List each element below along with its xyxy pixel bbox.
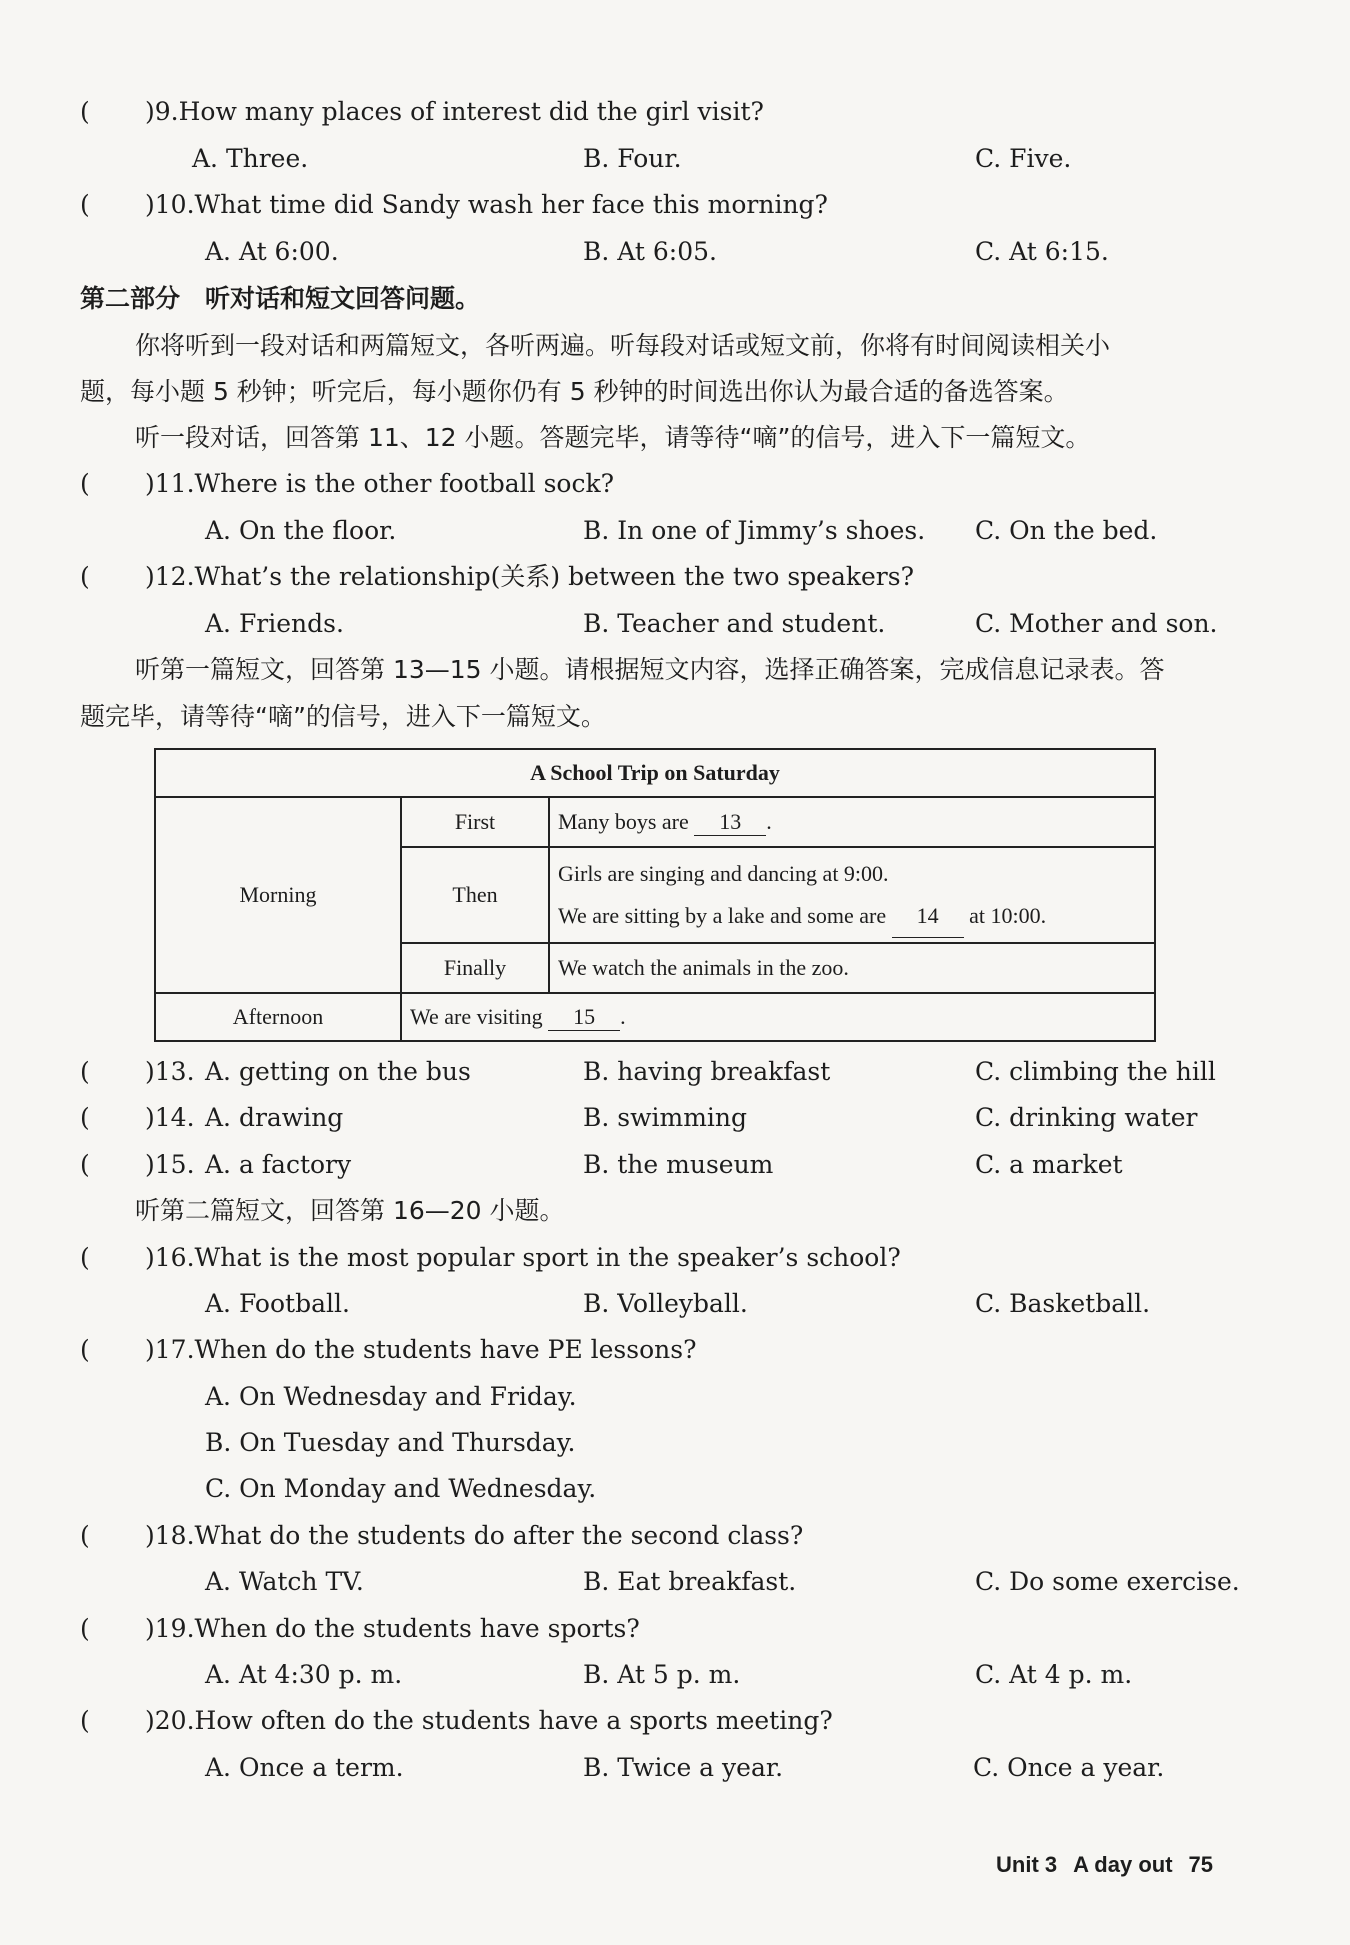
finally-text: We watch the animals in the zoo.: [549, 943, 1155, 993]
option-b[interactable]: B. Twice a year.: [583, 1753, 784, 1782]
passage1-instruction-line2: 题完毕，请等待“嘀”的信号，进入下一篇短文。: [80, 702, 606, 731]
then-label: Then: [401, 847, 549, 943]
option-a[interactable]: A. Friends.: [205, 609, 344, 638]
option-c[interactable]: C. Basketball.: [975, 1289, 1151, 1318]
option-b[interactable]: B. Four.: [583, 144, 682, 173]
answer-paren: (: [80, 1706, 90, 1735]
answer-paren: (: [80, 1335, 90, 1364]
question-text: )11.Where is the other football sock?: [145, 469, 615, 498]
option-c[interactable]: C. Mother and son.: [975, 609, 1218, 638]
worksheet-page: ( )9.How many places of interest did the girl visit? A. Three. B. Four. C. Five. ( )10.What time did Sandy wash her face this morning? A. At 6:00. B. At 6:05. C. At 6:15. 第二部分 听对话和短文回答问题。 你将听到一段对话和两篇短文，各听两遍。听每段对话或短文前，你将有时间阅读相关小 题，每小题 5 秒钟；听完后，每小题你仍有 5 秒钟的时间选出你认为最合适的备选答案。 听一段对话，回答第 11、12 小题。答题完毕，请等待“嘀”的信号，进入下一篇短文。 ( )11.Where is the other football sock? A. On the floor. B. In one of Jimmy’s shoes. C. On the bed. ( )12.What’s the relationship(关系) between the two speakers? A. Friends. B. Teacher and student. C. Mother and son. 听第一篇短文，回答第 13—15 小题。请根据短文内容，选择正确答案，完成信息记录表。答 题完毕，请等待“嘀”的信号，进入下一篇短文。 A School Trip on Saturday Morning First Many boys are 13 . Then Girls are singing and dancing at 9:00. We are sitting by a lake and some are 14 at 10:00. Finally We watch the animals in the zoo. Afternoon We are visiting 15 . ( )13. A. getting on the bus B. having breakfast C. climbing the hill ( )14. A. drawing B. swimming C. drinking water ( )15. A. a factory B. the museum C. a market 听第二篇短文，回答第 16—20 小题。 ( )16.What is the most popular sport in the speaker’s school? A. Football. B. Volleyball. C. Basketball. ( )17.When do the students have PE lessons? A. On Wednesday and Friday. B. On Tuesday and Thursday. C. On Monday and Wednesday. ( )18.What do the students do after the second class? A. Watch TV. B. Eat breakfast. C. Do some exercise. ( )19.When do the students have sports? A. At 4:30 p. m. B. At 5 p. m. C. At 4 p. m. ( )20.How often do the students have a sports meeting? A. Once a term. B. Twice a year. C. Once a year. Unit 3 A day out 75: [80, 97, 1240, 1877]
section-intro-line2: 题，每小题 5 秒钟；听完后，每小题你仍有 5 秒钟的时间选出你认为最合适的备选答案。: [80, 377, 1069, 406]
question-text: )16.What is the most popular sport in the speaker’s school?: [145, 1243, 901, 1272]
question-text: )18.What do the students do after the second class?: [145, 1521, 804, 1550]
option-b[interactable]: B. At 6:05.: [583, 237, 717, 266]
option-a[interactable]: A. Football.: [205, 1289, 350, 1318]
blank-13[interactable]: 13: [694, 809, 766, 836]
footer-title: A day out: [1073, 1852, 1173, 1877]
option-a[interactable]: A. On the floor.: [205, 516, 397, 545]
footer-unit: Unit 3: [996, 1852, 1058, 1877]
option-b[interactable]: B. On Tuesday and Thursday.: [205, 1428, 576, 1457]
option-a[interactable]: A. On Wednesday and Friday.: [205, 1382, 577, 1411]
option-a[interactable]: A. Watch TV.: [205, 1567, 364, 1596]
option-c[interactable]: C. drinking water: [975, 1103, 1198, 1132]
blank-14[interactable]: 14: [892, 895, 964, 938]
table-title: A School Trip on Saturday: [155, 749, 1155, 797]
finally-label: Finally: [401, 943, 549, 993]
passage1-instruction-line1: 听第一篇短文，回答第 13—15 小题。请根据短文内容，选择正确答案，完成信息记录表。答: [135, 655, 1165, 684]
section-heading: 第二部分 听对话和短文回答问题。: [80, 284, 481, 313]
answer-paren: (: [80, 1150, 90, 1179]
option-c[interactable]: C. Once a year.: [973, 1753, 1165, 1782]
option-c[interactable]: C. At 4 p. m.: [975, 1660, 1133, 1689]
afternoon-text-cell: We are visiting 15 .: [401, 993, 1155, 1041]
page-footer: [996, 1852, 1229, 1878]
answer-paren: (: [80, 97, 90, 126]
answer-paren: (: [80, 469, 90, 498]
question-text: )20.How often do the students have a sports meeting?: [145, 1706, 833, 1735]
first-label: First: [401, 797, 549, 847]
option-b[interactable]: B. having breakfast: [583, 1057, 831, 1086]
option-a[interactable]: A. At 6:00.: [205, 237, 339, 266]
option-c[interactable]: C. Do some exercise.: [975, 1567, 1240, 1596]
answer-paren: (: [80, 1103, 90, 1132]
then-text-cell: Girls are singing and dancing at 9:00. We are sitting by a lake and some are 14 at 10:00.: [549, 847, 1155, 943]
answer-paren: (: [80, 562, 90, 591]
option-a[interactable]: A. Once a term.: [205, 1753, 404, 1782]
answer-paren: (: [80, 190, 90, 219]
question-text: )12.What’s the relationship(关系) between the two speakers?: [145, 562, 914, 591]
option-c[interactable]: C. On the bed.: [975, 516, 1158, 545]
option-a[interactable]: A. getting on the bus: [205, 1057, 471, 1086]
school-trip-table: [154, 748, 1156, 1042]
option-b[interactable]: B. At 5 p. m.: [583, 1660, 741, 1689]
option-c[interactable]: C. Five.: [975, 144, 1072, 173]
option-c[interactable]: C. climbing the hill: [975, 1057, 1216, 1086]
option-b[interactable]: B. the museum: [583, 1150, 774, 1179]
answer-paren: (: [80, 1057, 90, 1086]
option-b[interactable]: B. In one of Jimmy’s shoes.: [583, 516, 926, 545]
option-c[interactable]: C. At 6:15.: [975, 237, 1109, 266]
option-c[interactable]: C. a market: [975, 1150, 1123, 1179]
passage2-instruction: 听第二篇短文，回答第 16—20 小题。: [135, 1196, 565, 1225]
afternoon-label: Afternoon: [155, 993, 401, 1041]
option-b[interactable]: B. Teacher and student.: [583, 609, 886, 638]
option-b[interactable]: B. Eat breakfast.: [583, 1567, 797, 1596]
dialog-instruction: 听一段对话，回答第 11、12 小题。答题完毕，请等待“嘀”的信号，进入下一篇短文。: [135, 423, 1091, 452]
option-b[interactable]: B. Volleyball.: [583, 1289, 748, 1318]
morning-label: Morning: [155, 797, 401, 993]
option-a[interactable]: A. At 4:30 p. m.: [205, 1660, 403, 1689]
question-text: )19.When do the students have sports?: [145, 1614, 640, 1643]
question-text: )10.What time did Sandy wash her face this morning?: [145, 190, 828, 219]
answer-paren: (: [80, 1243, 90, 1272]
blank-15[interactable]: 15: [548, 1004, 620, 1031]
page-number: 75: [1188, 1852, 1214, 1877]
question-text: )17.When do the students have PE lessons?: [145, 1335, 697, 1364]
answer-paren: (: [80, 1614, 90, 1643]
option-a[interactable]: A. a factory: [205, 1150, 352, 1179]
option-a[interactable]: A. Three.: [192, 144, 309, 173]
option-a[interactable]: A. drawing: [205, 1103, 344, 1132]
question-text: )9.How many places of interest did the girl visit?: [145, 97, 764, 126]
answer-paren: (: [80, 1521, 90, 1550]
option-b[interactable]: B. swimming: [583, 1103, 748, 1132]
first-text-cell: Many boys are 13 .: [549, 797, 1155, 847]
option-c[interactable]: C. On Monday and Wednesday.: [205, 1474, 597, 1503]
section-intro-line1: 你将听到一段对话和两篇短文，各听两遍。听每段对话或短文前，你将有时间阅读相关小: [135, 331, 1111, 360]
